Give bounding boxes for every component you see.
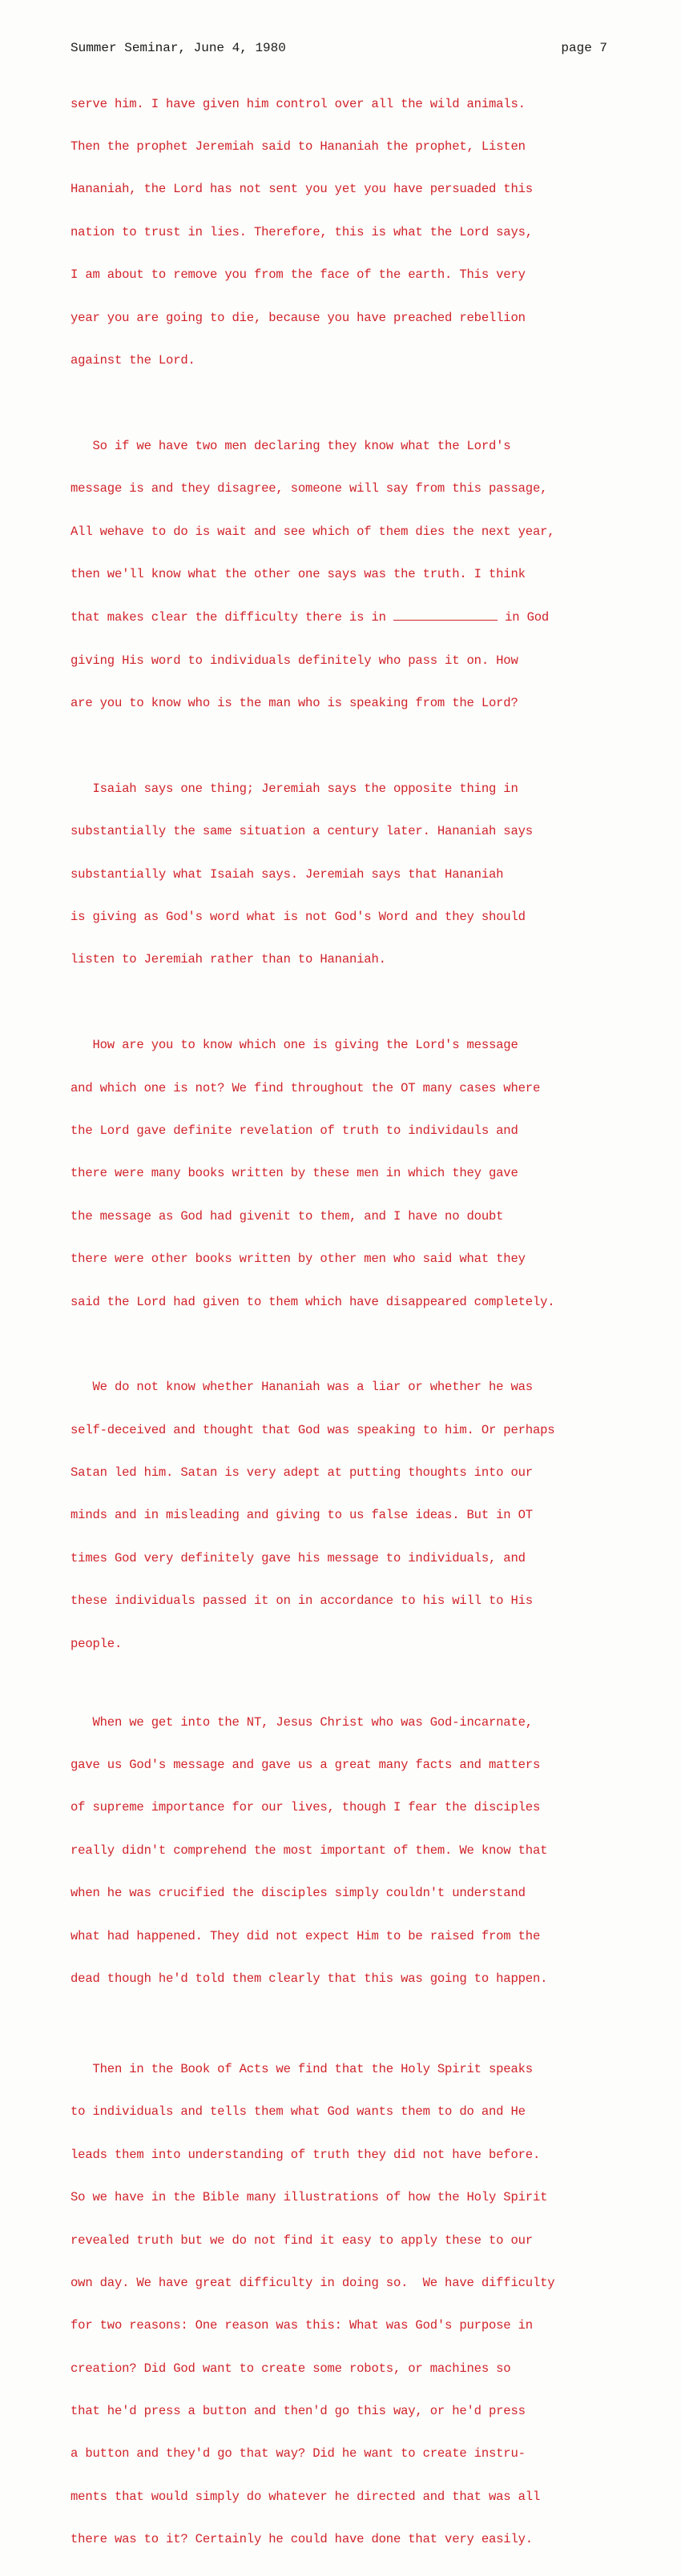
text-line: self-deceived and thought that God was speaking to him. Or perhaps (71, 1422, 555, 1437)
text-line: substantially the same situation a century later. Hananiah says (71, 824, 533, 839)
text-line: really didn't comprehend the most important of them. We know that (71, 1843, 548, 1858)
text-fragment: in God (497, 610, 550, 625)
text-line: are you to know who is the man who is speaking from the Lord? (71, 696, 518, 711)
text-line: own day. We have great difficulty in doing so. We have difficulty (71, 2275, 555, 2290)
paragraph-1 (71, 69, 631, 396)
text-line: creation? Did God want to create some robots, or machines so (71, 2361, 511, 2376)
text-line: what had happened. They did not expect Him to be raised from the (71, 1928, 541, 1943)
paragraph-7 (71, 2034, 631, 2575)
paragraph-6 (71, 1687, 631, 2015)
text-line: listen to Jeremiah rather than to Hananiah. (71, 952, 386, 967)
text-line: a button and they'd go that way? Did he want to create instru- (71, 2446, 526, 2461)
text-line: revealed truth but we do not find it easy to apply these to our (71, 2232, 533, 2248)
text-line: message is and they disagree, someone will say from this passage, (71, 481, 548, 496)
seminar-title: Summer Seminar, June 4, 1980 (71, 41, 286, 55)
text-line: then we'll know what the other one says was the truth. I think (71, 566, 526, 581)
text-line: there were many books written by these men in which they gave (71, 1166, 518, 1181)
text-line: against the Lord. (71, 352, 195, 368)
text-line: that he'd press a button and then'd go this way, or he'd press (71, 2404, 526, 2419)
text-line: We do not know whether Hananiah was a liar or whether he was (71, 1380, 533, 1395)
text-line: Then the prophet Jeremiah said to Hananiah the prophet, Listen (71, 139, 526, 154)
paragraph-3 (71, 754, 631, 996)
paragraph-2 (71, 411, 631, 739)
text-line: these individuals passed it on in accordance to his will to His (71, 1593, 533, 1609)
paragraph-4 (71, 1011, 631, 1338)
text-line: Hananiah, the Lord has not sent you yet you have persuaded this (71, 182, 533, 197)
text-line: minds and in misleading and giving to us false ideas. But in OT (71, 1508, 533, 1523)
document-body (71, 69, 631, 2576)
text-line: ments that would simply do whatever he directed and that was all (71, 2489, 541, 2504)
fill-in-blank (393, 610, 498, 621)
page-header (71, 41, 607, 55)
text-line: dead though he'd told them clearly that this was going to happen. (71, 1971, 548, 1986)
text-line: When we get into the NT, Jesus Christ who was God-incarnate, (71, 1714, 533, 1730)
text-line: So we have in the Bible many illustrations of how the Holy Spirit (71, 2190, 548, 2205)
text-line: of supreme importance for our lives, though I fear the disciples (71, 1800, 541, 1815)
text-line: year you are going to die, because you have preached rebellion (71, 310, 526, 325)
text-fragment: that makes clear the difficulty there is in (71, 610, 393, 625)
page-number: page 7 (561, 41, 607, 55)
text-line: giving His word to individuals definitely who pass it on. How (71, 653, 518, 668)
text-line: nation to trust in lies. Therefore, this is what the Lord says, (71, 224, 533, 239)
text-line: people. (71, 1636, 123, 1651)
text-line: leads them into understanding of truth they did not have before. (71, 2147, 541, 2162)
text-line: said the Lord had given to them which have disappeared completely. (71, 1294, 555, 1309)
text-line: to individuals and tells them what God wants them to do and He (71, 2104, 526, 2120)
text-line: when he was crucified the disciples simply couldn't understand (71, 1886, 526, 1901)
text-line: I am about to remove you from the face of the earth. This very (71, 267, 526, 283)
text-line: the message as God had givenit to them, and I have no doubt (71, 1208, 504, 1224)
text-line: substantially what Isaiah says. Jeremiah says that Hananiah (71, 866, 504, 882)
text-line: Then in the Book of Acts we find that the Holy Spirit speaks (71, 2061, 533, 2076)
text-line: times God very definitely gave his message to individuals, and (71, 1550, 526, 1565)
text-line: serve him. I have given him control over all the wild animals. (71, 96, 526, 111)
text-line: gave us God's message and gave us a great many facts and matters (71, 1758, 541, 1773)
text-line: the Lord gave definite revelation of truth to individauls and (71, 1123, 518, 1138)
text-line: for two reasons: One reason was this: What was God's purpose in (71, 2318, 533, 2333)
text-line: Satan led him. Satan is very adept at putting thoughts into our (71, 1465, 533, 1481)
text-line: How are you to know which one is giving the Lord's message (71, 1038, 518, 1053)
text-line: All wehave to do is wait and see which of them dies the next year, (71, 524, 555, 539)
paragraph-5 (71, 1352, 631, 1680)
text-line-with-blank (71, 610, 631, 625)
text-line: So if we have two men declaring they know what the Lord's (71, 438, 511, 453)
text-line: and which one is not? We find throughout the OT many cases where (71, 1080, 541, 1095)
text-line: Isaiah says one thing; Jeremiah says the opposite thing in (71, 781, 518, 796)
text-line: there was to it? Certainly he could have done that very easily. (71, 2532, 533, 2547)
text-line: there were other books written by other men who said what they (71, 1252, 526, 1267)
text-line: is giving as God's word what is not God's Word and they should (71, 910, 526, 925)
